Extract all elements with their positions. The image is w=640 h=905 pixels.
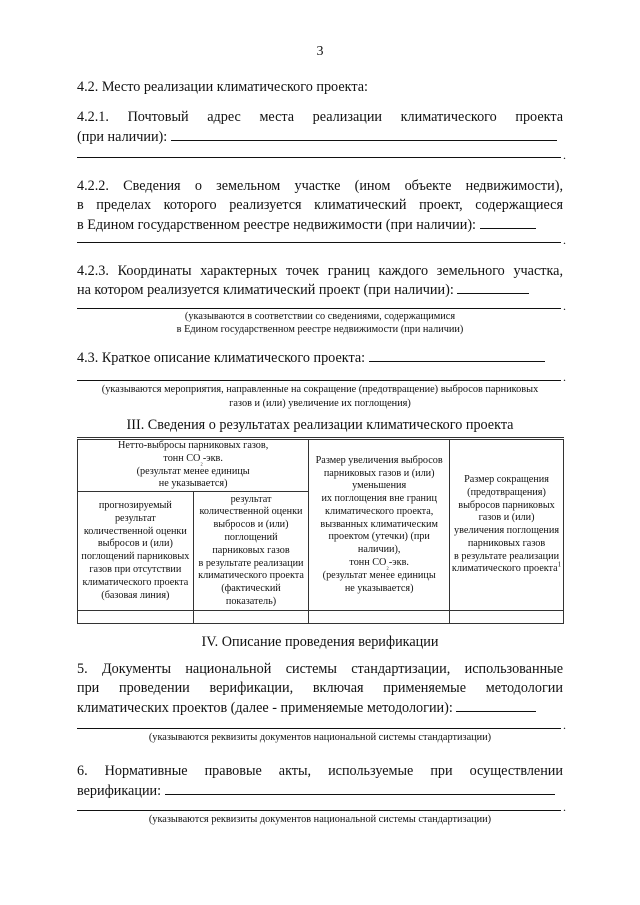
reduction-header: Размер сокращения (предотвращения) выбросов парниковых газов и (или) увеличения поглощения парниковых газов в результате реализации климатического проекта$^1$ — [450, 439, 564, 611]
forecast-value-cell[interactable] — [78, 611, 194, 624]
coordinates-field[interactable] — [457, 280, 529, 294]
standards-documents-field-continuation[interactable] — [77, 728, 561, 729]
period-mark: . — [563, 148, 566, 162]
item-5-label: климатических проектов (далее - применяемые методологии): — [77, 700, 453, 716]
project-description-note-2: газов и (или) увеличение их поглощения) — [229, 398, 411, 409]
section-4-3-label: 4.3. Краткое описание климатического проекта: — [77, 350, 366, 366]
section-4-2-1-line2 — [77, 127, 563, 146]
section-4-2-2-line1: 4.2.2. Сведения о земельном участке (ином объекте недвижимости), — [77, 178, 563, 194]
reduction-value-cell[interactable] — [450, 611, 564, 624]
postal-address-field[interactable] — [171, 127, 557, 141]
page-number: 3 — [316, 44, 324, 59]
period-mark: . — [563, 800, 566, 814]
section-4-3-line1 — [77, 348, 563, 367]
project-description-note-1: (указываются мероприятия, направленные на сокращение (предотвращение) выбросов парниковых — [101, 384, 539, 395]
section-3-heading: III. Сведения о результатах реализации климатического проекта — [126, 417, 514, 433]
coordinates-note-2: в Едином государственном реестре недвижимости (при наличии) — [176, 324, 464, 335]
land-plot-info-field[interactable] — [480, 215, 536, 229]
results-table — [77, 437, 564, 624]
leakage-header: Размер увеличения выбросов парниковых газов и (или) уменьшения их поглощения вне границ климатического проекта, вызванных климатическим проектом (утечки) (при наличии), тонн $CO_{_2}$-экв. (результат менее единицы не указывается) — [309, 439, 450, 611]
item-6-line2 — [77, 781, 563, 800]
period-mark: . — [563, 718, 566, 732]
period-mark: . — [563, 233, 566, 247]
footnote-marker: 1 — [557, 561, 562, 570]
item-6-label: верификации: — [77, 783, 162, 799]
section-4-heading: IV. Описание проведения верификации — [201, 634, 439, 650]
section-4-2-3-line1: 4.2.3. Координаты характерных точек границ каждого земельного участка, — [77, 263, 563, 279]
period-mark: . — [563, 299, 566, 313]
legal-acts-field-continuation[interactable] — [77, 810, 561, 811]
project-description-field-continuation[interactable] — [77, 380, 561, 381]
item-5-line3 — [77, 698, 563, 717]
section-4-2-3-label: на котором реализуется климатический проект (при наличии): — [77, 282, 454, 298]
forecast-header: прогнозируемый результат количественной оценки выбросов и (или) поглощений парниковых газов при отсутствии климатического проекта (базовая линия) — [78, 492, 194, 611]
section-4-2-2-label: в Едином государственном реестре недвижимости (при наличии): — [77, 217, 476, 233]
legal-acts-field[interactable] — [165, 781, 555, 795]
section-4-2-1-label: (при наличии): — [77, 129, 168, 145]
item-5-line1: 5. Документы национальной системы стандартизации, использованные — [77, 661, 563, 677]
section-4-2-1-line1: 4.2.1. Почтовый адрес места реализации климатического проекта — [77, 109, 563, 125]
coordinates-field-continuation[interactable] — [77, 308, 561, 309]
standards-documents-field[interactable] — [456, 698, 536, 712]
land-plot-info-field-continuation[interactable] — [77, 242, 561, 243]
section-4-2-2-line3 — [77, 215, 563, 234]
period-mark: . — [563, 370, 566, 384]
legal-acts-note: (указываются реквизиты документов национальной системы стандартизации) — [148, 814, 492, 825]
actual-value-cell[interactable] — [193, 611, 309, 624]
leakage-value-cell[interactable] — [309, 611, 450, 624]
actual-header: результат количественной оценки выбросов и (или) поглощений парниковых газов в результате реализации климатического проекта (фактический показатель) — [193, 492, 309, 611]
standards-documents-note: (указываются реквизиты документов национальной системы стандартизации) — [148, 732, 492, 743]
section-4-2-title: 4.2. Место реализации климатического проекта: — [77, 79, 368, 95]
item-5-line2: при проведении верификации, включая применяемые методологии — [77, 680, 563, 696]
item-6-line1: 6. Нормативные правовые акты, используемые при осуществлении — [77, 763, 563, 779]
project-description-field[interactable] — [369, 348, 545, 362]
coordinates-note-1: (указываются в соответствии со сведениями, содержащимися — [184, 311, 456, 322]
section-4-2-3-line2 — [77, 280, 563, 299]
section-4-2-2-line2: в пределах которого реализуется климатический проект, содержащиеся — [77, 197, 563, 213]
postal-address-field-continuation[interactable] — [77, 157, 561, 158]
net-emissions-header: Нетто-выбросы парниковых газов, тонн $CO_{_2}$-экв. (результат менее единицы не указывается) — [78, 439, 309, 492]
